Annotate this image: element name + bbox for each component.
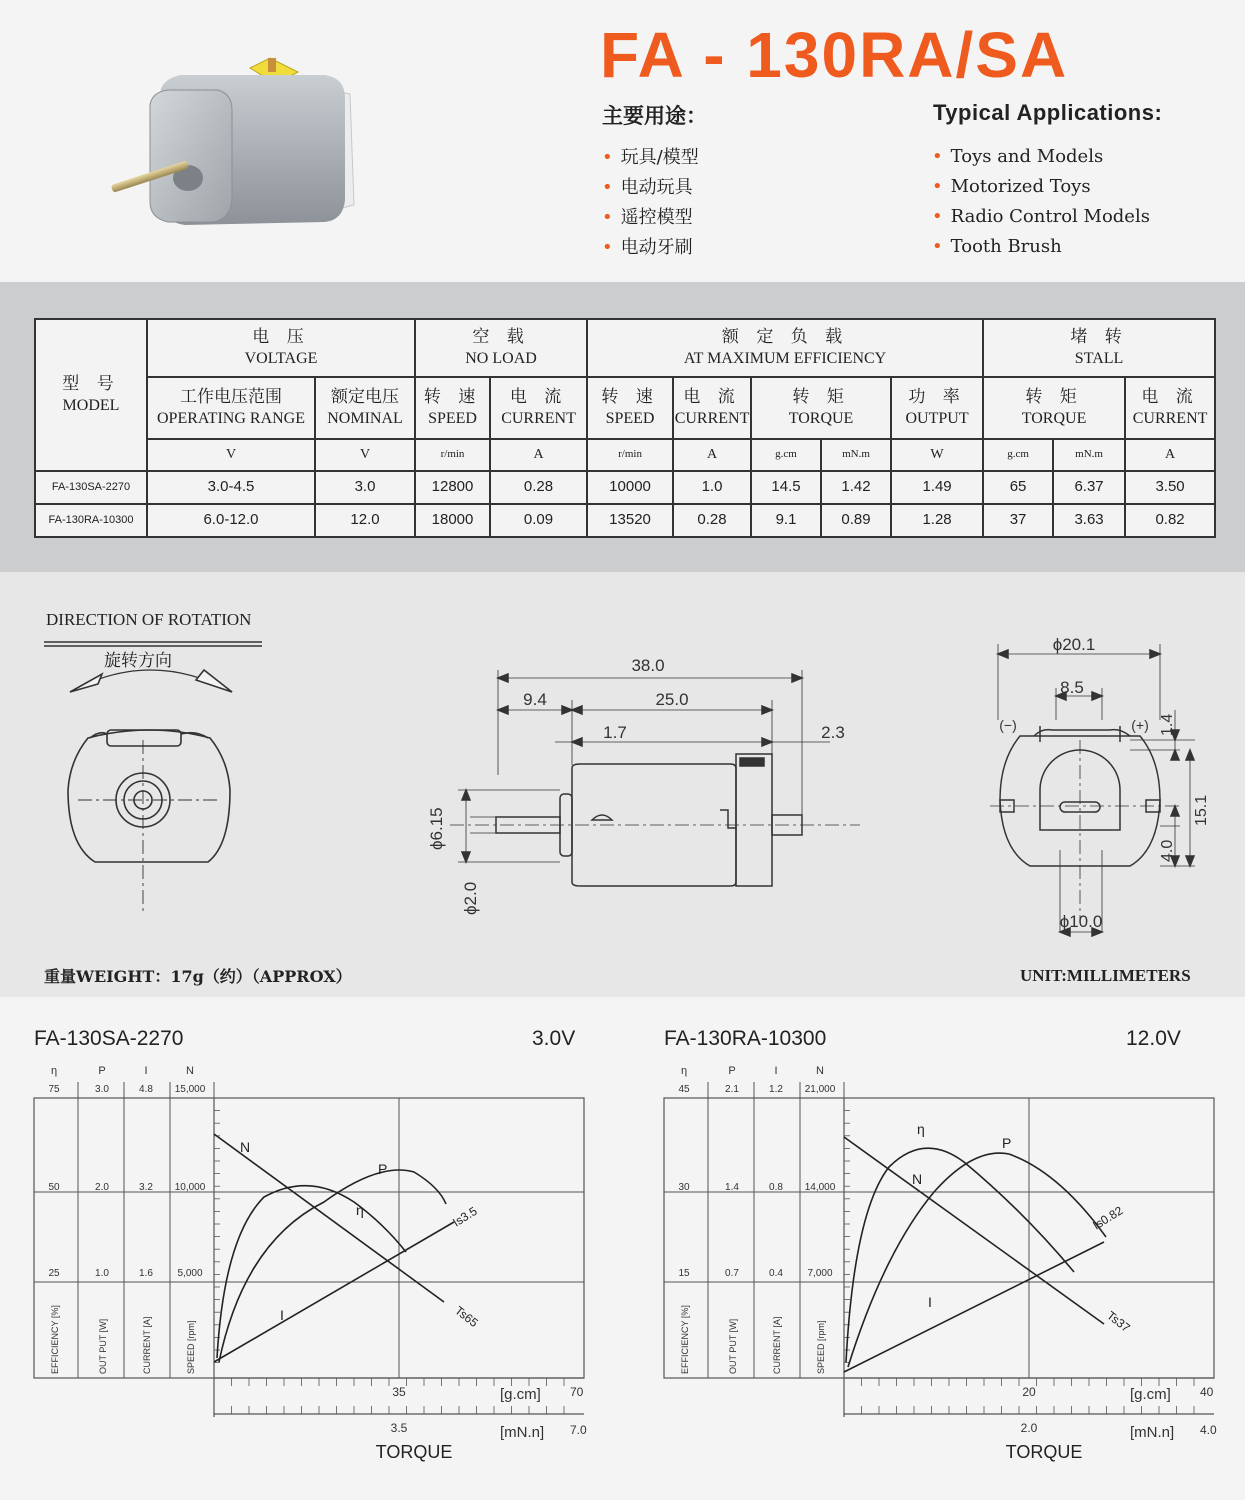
- curve-label-p: P: [378, 1161, 388, 1177]
- units-row: [35, 439, 1215, 471]
- apps-cn-list: [602, 143, 699, 263]
- scale-tick: 50: [48, 1182, 60, 1193]
- weight-label: 重量WEIGHT：17g（约）（APPROX）: [44, 967, 352, 986]
- stall-current-label: Is0.82: [1090, 1203, 1126, 1233]
- axis-letter: N: [186, 1065, 194, 1077]
- scale-label: OUT PUT [W]: [728, 1318, 738, 1374]
- scale-tick: 5,000: [177, 1268, 203, 1279]
- maxeff-header: 额 定 负 载 AT MAXIMUM EFFICIENCY: [587, 319, 983, 377]
- direction-label-cn: 旋转方向: [104, 651, 172, 671]
- unit-cell: mN.m: [821, 439, 891, 471]
- curve-label-n: N: [240, 1139, 251, 1155]
- scale-tick: 1.2: [769, 1084, 783, 1095]
- unit-cell: g.cm: [751, 439, 821, 471]
- stall-current-header: 电 流 CURRENT: [1125, 377, 1215, 439]
- noload-header: 空 载 NO LOAD: [415, 319, 587, 377]
- voltage-header: 电 压 VOLTAGE: [147, 319, 415, 377]
- unit-cell: V: [147, 439, 315, 471]
- list-item: • 电动牙刷: [602, 237, 693, 258]
- unit-cell: A: [490, 439, 587, 471]
- x-unit-label: [mN.n]: [500, 1424, 545, 1441]
- unit-cell: mN.m: [1053, 439, 1125, 471]
- x-axis-title: TORQUE: [375, 1442, 453, 1462]
- apps-en-list: [932, 142, 1150, 262]
- table-cell: 6.37: [1053, 471, 1125, 504]
- maxeff-torque-header: 转 矩 TORQUE: [751, 377, 891, 439]
- x-tick-label: 35: [392, 1385, 406, 1399]
- table-cell: 0.28: [673, 504, 751, 537]
- scale-tick: 25: [48, 1268, 60, 1279]
- scale-tick: 45: [678, 1084, 690, 1095]
- page-title: FA - 130RA/SA: [600, 19, 1069, 91]
- table-cell: 3.63: [1053, 504, 1125, 537]
- scale-tick: 14,000: [804, 1182, 836, 1193]
- list-item: • Toys and Models: [932, 146, 1104, 167]
- table-cell: 0.09: [490, 504, 587, 537]
- scale-tick: 10,000: [174, 1182, 206, 1193]
- stall-current-label: Is3.5: [450, 1203, 480, 1230]
- scale-tick: 15: [678, 1268, 690, 1279]
- table-cell: 37: [983, 504, 1053, 537]
- x-tick-label: 70: [570, 1385, 584, 1399]
- apps-cn-heading: 主要用途：: [602, 104, 707, 128]
- dim-label: 9.4: [523, 690, 547, 709]
- axis-letter: P: [98, 1065, 106, 1077]
- curve-label-eta: η: [917, 1121, 925, 1137]
- dim-label: ϕ2.0: [461, 881, 480, 915]
- x-tick-label: 7.0: [570, 1423, 587, 1437]
- scale-tick: 30: [678, 1182, 690, 1193]
- dim-label: 25.0: [655, 690, 689, 709]
- dim-label: 1.7: [603, 723, 627, 742]
- x-tick-label: 2.0: [1020, 1421, 1038, 1435]
- table-cell: 14.5: [751, 471, 821, 504]
- stall-torque-label: Ts37: [1104, 1308, 1133, 1335]
- rotation-front-view: [0, 630, 280, 910]
- dim-label: ϕ10.0: [1059, 912, 1103, 931]
- scale-tick: 1.6: [139, 1268, 153, 1279]
- spec-table: [34, 318, 1216, 538]
- unit-cell: V: [315, 439, 415, 471]
- curve-label-i: I: [280, 1307, 284, 1323]
- scale-tick: 3.0: [95, 1084, 109, 1095]
- axis-letter: η: [680, 1065, 688, 1077]
- scale-label: SPEED [rpm]: [816, 1320, 826, 1374]
- table-cell: 0.89: [821, 504, 891, 537]
- chart-model-2: FA-130RA-10300: [664, 1027, 827, 1050]
- curve-label-n: N: [912, 1171, 923, 1187]
- x-tick-label: 20: [1022, 1385, 1036, 1399]
- chart-voltage-1: 3.0V: [532, 1027, 576, 1050]
- scale-tick: 75: [48, 1084, 60, 1095]
- list-item: • 玩具/模型: [602, 147, 699, 168]
- apps-en-heading: Typical Applications:: [933, 100, 1163, 125]
- rear-view-drawing: [980, 630, 1220, 950]
- table-cell: 1.28: [891, 504, 983, 537]
- unit-cell: A: [1125, 439, 1215, 471]
- chart-frame: [34, 1098, 584, 1378]
- table-cell: 3.50: [1125, 471, 1215, 504]
- list-item: • 遥控模型: [602, 207, 693, 228]
- curve-label-p: P: [1002, 1135, 1012, 1151]
- list-item: • 电动玩具: [602, 177, 693, 198]
- x-tick-label: 3.5: [390, 1421, 408, 1435]
- table-cell: 3.0-4.5: [147, 471, 315, 504]
- curve-label-i: I: [928, 1294, 932, 1310]
- table-cell: 1.0: [673, 471, 751, 504]
- table-cell: 12800: [415, 471, 490, 504]
- stall-torque-header: 转 矩 TORQUE: [983, 377, 1125, 439]
- list-item: • Radio Control Models: [932, 206, 1150, 227]
- scale-tick: 2.0: [95, 1182, 109, 1193]
- model-cell: FA-130SA-2270: [35, 471, 147, 504]
- table-cell: 10000: [587, 471, 673, 504]
- scale-label: CURRENT [A]: [772, 1316, 782, 1374]
- chart-frame: [664, 1098, 1214, 1378]
- nominal-header: 额定电压 NOMINAL: [315, 377, 415, 439]
- x-tick-label: 4.0: [1200, 1423, 1217, 1437]
- operating-range-header: 工作电压范围 OPERATING RANGE: [147, 377, 315, 439]
- model-cell: FA-130RA-10300: [35, 504, 147, 537]
- list-item: • Tooth Brush: [932, 236, 1062, 257]
- motor-photo: [100, 50, 390, 230]
- unit-cell: W: [891, 439, 983, 471]
- dim-label: 38.0: [631, 656, 665, 675]
- model-header: 型 号 MODEL: [35, 319, 147, 471]
- dim-label: 1.4: [1159, 713, 1176, 736]
- table-row: [35, 471, 1215, 504]
- scale-label: EFFICIENCY [%]: [50, 1305, 60, 1374]
- output-curve: [219, 1170, 446, 1362]
- scale-tick: 0.8: [769, 1182, 783, 1193]
- x-unit-label: [mN.n]: [1130, 1424, 1175, 1441]
- table-row: [35, 504, 1215, 537]
- performance-chart-sa: [34, 1062, 594, 1472]
- axis-letter: P: [728, 1065, 736, 1077]
- x-unit-label: [g.cm]: [1130, 1386, 1171, 1403]
- stall-header: 堵 转 STALL: [983, 319, 1215, 377]
- unit-cell: g.cm: [983, 439, 1053, 471]
- scale-tick: 1.4: [725, 1182, 739, 1193]
- dim-label: 2.3: [821, 723, 845, 742]
- direction-label: DIRECTION OF ROTATION: [46, 610, 252, 629]
- table-cell: 0.28: [490, 471, 587, 504]
- current-curve: [214, 1222, 454, 1362]
- scale-tick: 7,000: [807, 1268, 833, 1279]
- unit-cell: A: [673, 439, 751, 471]
- table-cell: 13520: [587, 504, 673, 537]
- chart-model-1: FA-130SA-2270: [34, 1027, 184, 1050]
- axis-letter: I: [774, 1065, 778, 1077]
- scale-tick: 4.8: [139, 1084, 153, 1095]
- polarity-plus: (+): [1131, 717, 1149, 733]
- speed-curve: [844, 1137, 1104, 1324]
- axis-letter: N: [816, 1065, 824, 1077]
- axis-letter: I: [144, 1065, 148, 1077]
- scale-tick: 21,000: [804, 1084, 836, 1095]
- table-cell: 65: [983, 471, 1053, 504]
- curve-label-eta: η: [356, 1202, 364, 1218]
- scale-tick: 1.0: [95, 1268, 109, 1279]
- table-cell: 1.42: [821, 471, 891, 504]
- polarity-minus: (−): [999, 717, 1017, 733]
- scale-tick: 15,000: [174, 1084, 206, 1095]
- side-view-drawing: [410, 650, 860, 930]
- unit-cell: r/min: [587, 439, 673, 471]
- scale-tick: 0.4: [769, 1268, 783, 1279]
- efficiency-curve: [846, 1148, 1074, 1362]
- table-cell: 0.82: [1125, 504, 1215, 537]
- table-cell: 3.0: [315, 471, 415, 504]
- noload-speed-header: 转 速 SPEED: [415, 377, 490, 439]
- stall-torque-label: Ts65: [452, 1303, 481, 1330]
- maxeff-speed-header: 转 速 SPEED: [587, 377, 673, 439]
- noload-current-header: 电 流 CURRENT: [490, 377, 587, 439]
- axis-letter: η: [50, 1065, 58, 1077]
- x-axis-title: TORQUE: [1005, 1442, 1083, 1462]
- scale-tick: 3.2: [139, 1182, 153, 1193]
- dim-label: 8.5: [1060, 678, 1084, 697]
- dim-label: 4.0: [1159, 839, 1176, 862]
- table-cell: 1.49: [891, 471, 983, 504]
- table-cell: 12.0: [315, 504, 415, 537]
- unit-label: UNIT:MILLIMETERS: [1020, 966, 1191, 985]
- dim-label: ϕ20.1: [1052, 635, 1096, 654]
- performance-chart-ra: [664, 1062, 1224, 1472]
- unit-cell: r/min: [415, 439, 490, 471]
- scale-label: OUT PUT [W]: [98, 1318, 108, 1374]
- dim-label: 15.1: [1193, 794, 1210, 826]
- scale-label: EFFICIENCY [%]: [680, 1305, 690, 1374]
- table-cell: 18000: [415, 504, 490, 537]
- dim-label: ϕ6.15: [427, 807, 446, 850]
- table-cell: 6.0-12.0: [147, 504, 315, 537]
- scale-tick: 2.1: [725, 1084, 739, 1095]
- table-cell: 9.1: [751, 504, 821, 537]
- scale-label: CURRENT [A]: [142, 1316, 152, 1374]
- chart-voltage-2: 12.0V: [1126, 1027, 1181, 1050]
- scale-label: SPEED [rpm]: [186, 1320, 196, 1374]
- scale-tick: 0.7: [725, 1268, 739, 1279]
- list-item: • Motorized Toys: [932, 176, 1091, 197]
- maxeff-current-header: 电 流 CURRENT: [673, 377, 751, 439]
- x-tick-label: 40: [1200, 1385, 1214, 1399]
- efficiency-curve: [217, 1186, 406, 1358]
- maxeff-output-header: 功 率 OUTPUT: [891, 377, 983, 439]
- header: [0, 0, 1245, 282]
- x-unit-label: [g.cm]: [500, 1386, 541, 1403]
